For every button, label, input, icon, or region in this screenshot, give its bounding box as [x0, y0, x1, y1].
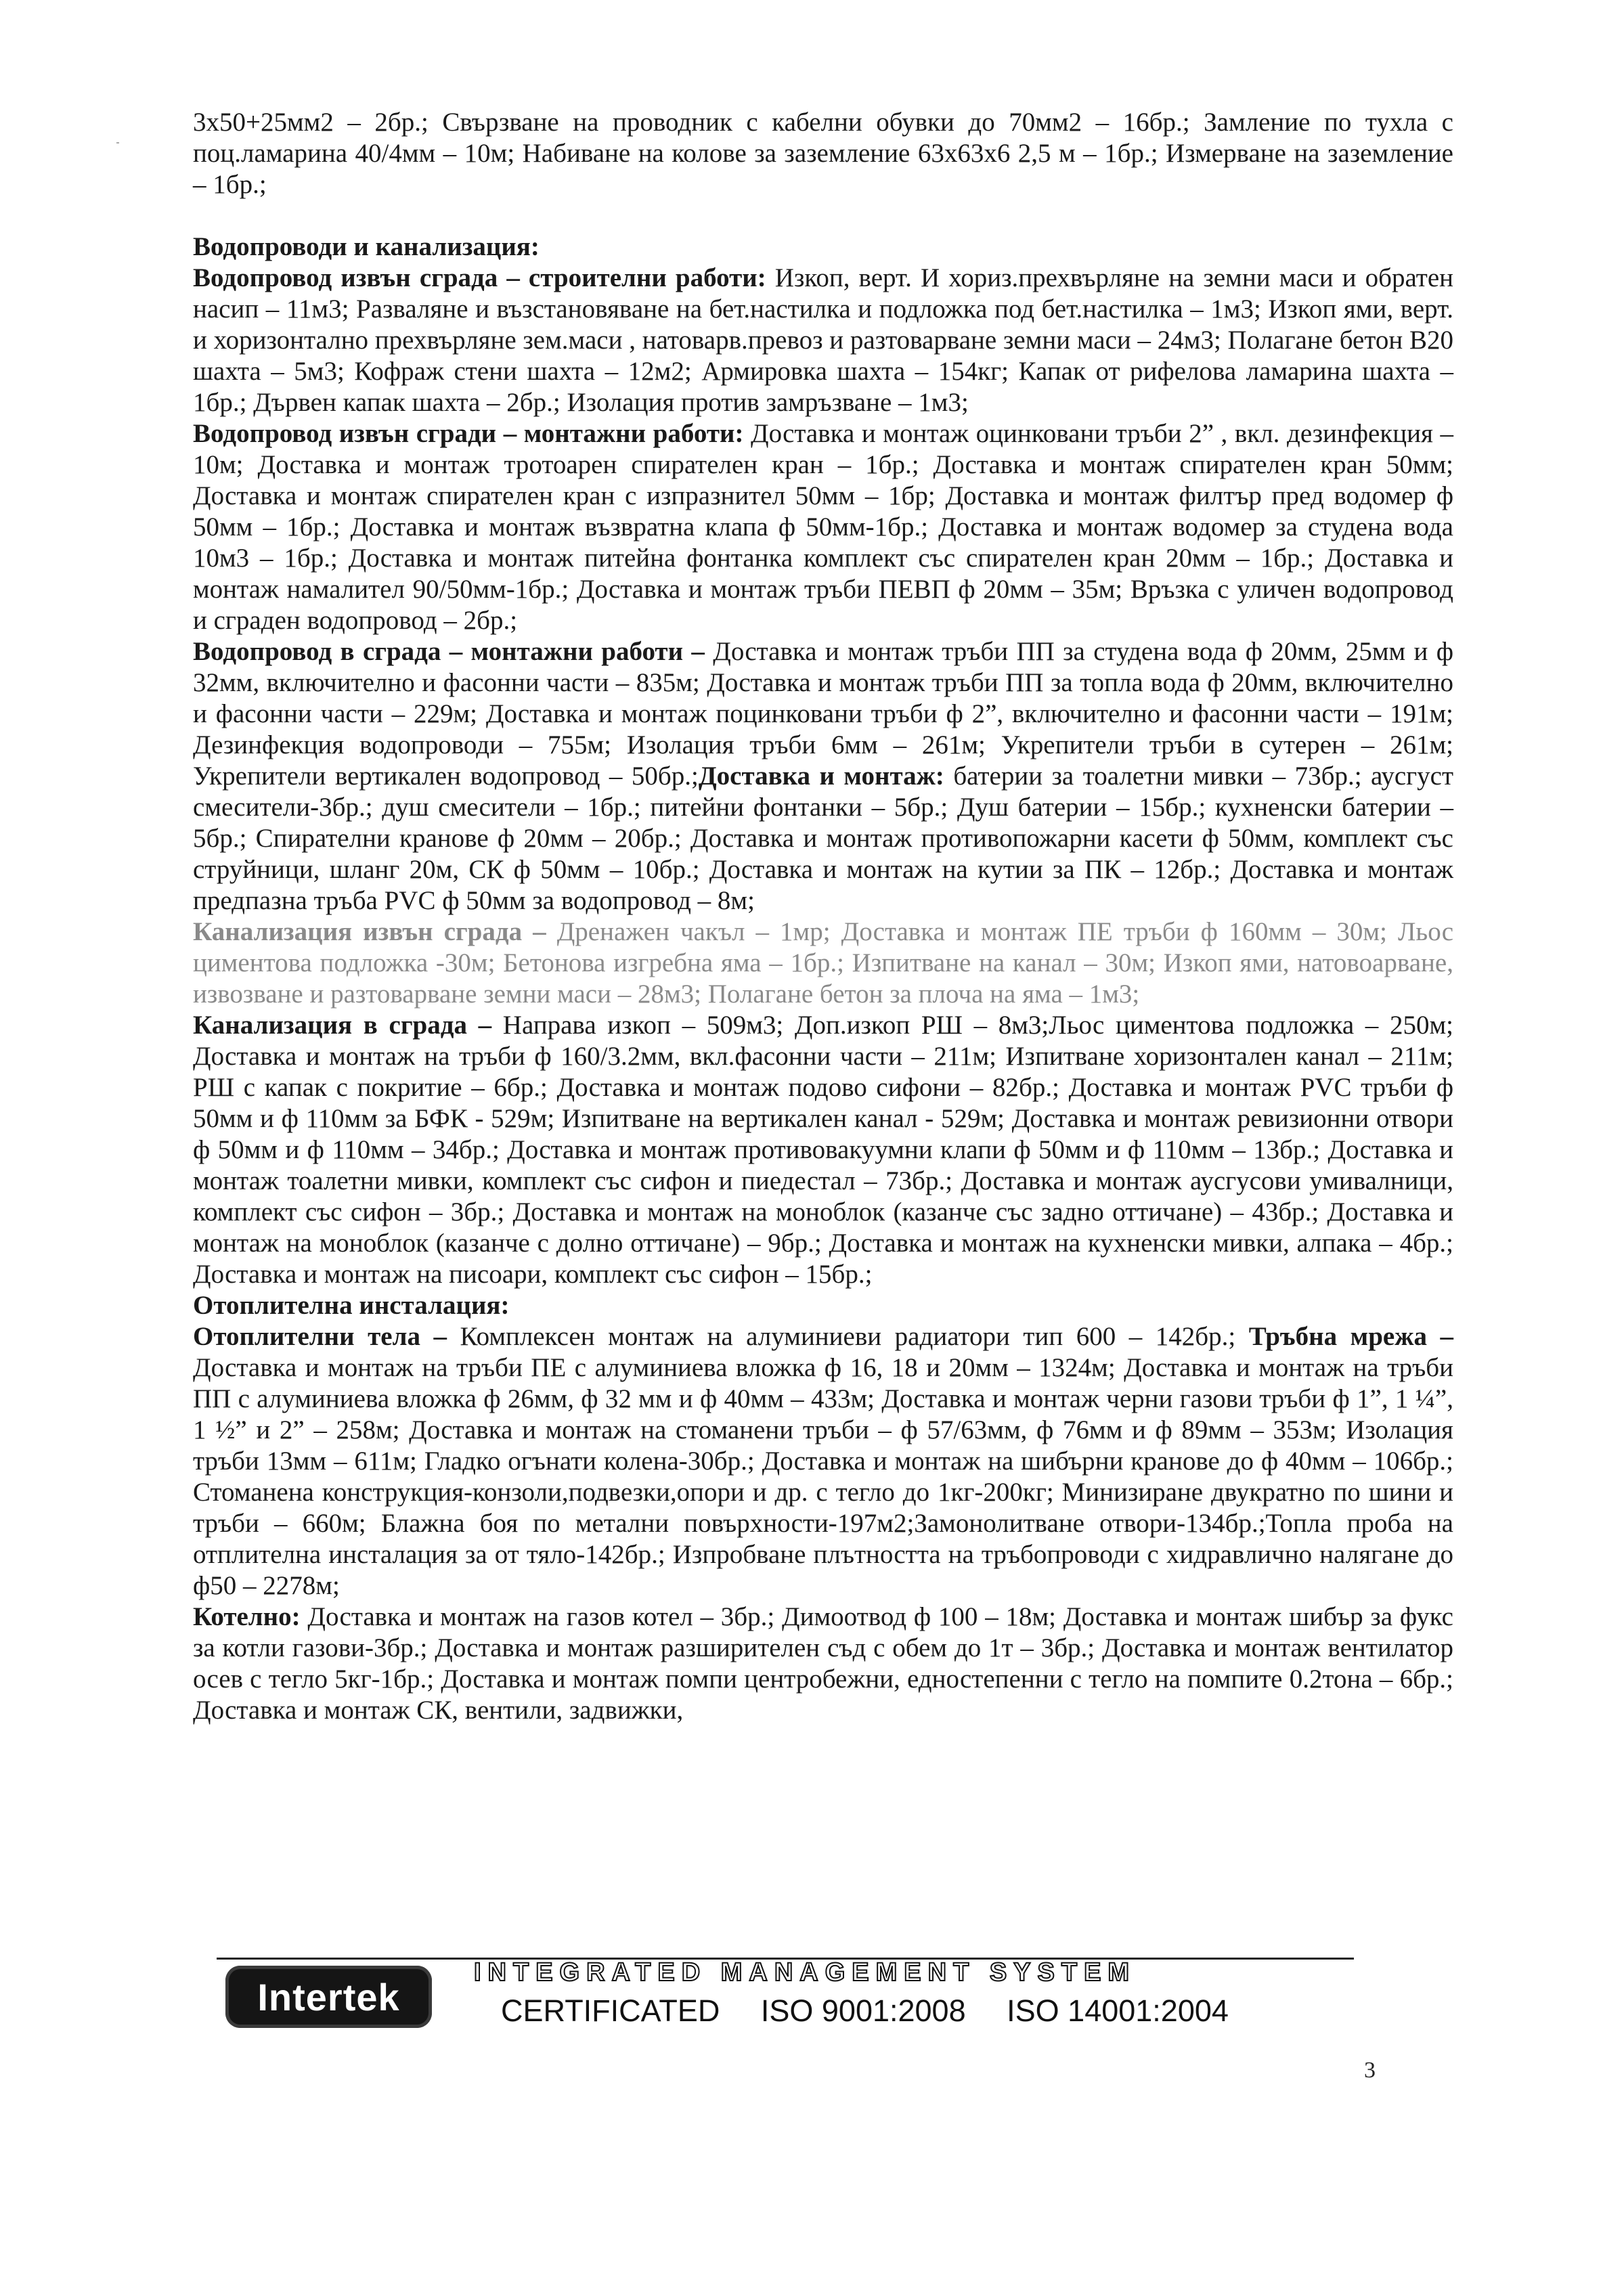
- paragraph-text: Направа изкоп – 509м3; Доп.изкоп РШ – 8м3;Льос циментова подложка – 250м; Доставка и монтаж на тръби ф 160/3.2мм, вкл.фасонни части – 211м; Изпитване хоризонтален канал – 211м; РШ с капак с покритие – 6бр.; Доставка и монтаж подово сифони – 82бр.; Доставка и монтаж PVC тръби ф 50мм и ф 110мм за БФК - 529м; Изпитване на вертикален канал - 529м; Доставка и монтаж ревизионни отвори ф 50мм и ф 110мм – 34бр.; Доставка и монтаж противовакуумни клапи ф 50мм и ф 110мм – 13бр.; Доставка и монтаж тоалетни мивки, комплект със сифон и пиедестал – 73бр.; Доставка и монтаж аусгусови умивалници, комплект със сифон – 3бр.; Доставка и монтаж на моноблок (казанче със задно оттичане) – 43бр.; Доставка и монтаж на моноблок (казанче с долно оттичане) – 9бр.; Доставка и монтаж на кухненски мивки, алпака – 4бр.; Доставка и монтаж на писоари, комплект със сифон – 15бр.;: [193, 1011, 1453, 1289]
- paragraph-text: Дренажен чакъл – 1мр; Доставка и монтаж ПЕ тръби ф 160мм – 30м; Льос циментова подложка -30м; Бетонова изгребна яма – 1бр.; Изпитване на канал – 30м; Изкоп ями, натовоарване, извозване и разтоварване земни маси – 28м3; Полагане бетон за плоча на яма – 1м3;: [193, 917, 1454, 1009]
- certification-line: [501, 1993, 1381, 2029]
- section-heading: Тръбна мрежа –: [1248, 1322, 1454, 1351]
- ims-banner: INTEGRATED MANAGEMENT SYSTEM: [474, 1958, 1137, 1987]
- section-heading: Отоплителна инсталация:: [193, 1291, 510, 1320]
- paragraph-text: Изкоп, верт. И хориз.прехвърляне на земни маси и обратен насип – 11м3; Разваляне и възстановяване на бет.настилка и подложка под бет.настилка – 1м3; Изкоп ями, верт. и хоризонтално прехвърляне зем.маси , натоварв.превоз и разтоварване земни маси – 24м3; Полагане бетон В20 шахта – 5м3; Кофраж стени шахта – 12м2; Армировка шахта – 154кг; Капак от рифелова ламарина шахта – 1бр.; Дървен капак шахта – 2бр.; Изолация против замръзване – 1м3;: [193, 263, 1454, 417]
- section-heading: Канализация в сграда –: [193, 1011, 492, 1040]
- paragraph-text: 3х50+25мм2 – 2бр.; Свързване на проводник с кабелни обувки до 70мм2 – 16бр.; Замление по тухла с поц.ламарина 40/4мм – 10м; Набиване на колове за заземление 63х63х6 2,5 м – 1бр.; Измерване на заземление – 1бр.;: [193, 108, 1453, 199]
- section-heading: Водопровод извън сгради – монтажни работи:: [193, 419, 744, 448]
- page-number: 3: [1364, 2058, 1376, 2083]
- paragraph-text: Комплексен монтаж на алуминиеви радиатори тип 600 – 142бр.;: [446, 1322, 1249, 1351]
- document-body: [193, 107, 1453, 1726]
- paragraph-gap: [193, 200, 1453, 231]
- paragraph: [193, 1321, 1453, 1602]
- section-heading: Доставка и монтаж:: [698, 761, 944, 791]
- intertek-logo: [225, 1966, 432, 2028]
- paragraph-text: Доставка и монтаж на газов котел – 3бр.; Димоотвод ф 100 – 18м; Доставка и монтаж шибър за фукс за котли газови-3бр.; Доставка и монтаж разширителен съд с обем до 1т – 3бр.; Доставка и монтаж вентилатор осев с тегло 5кг-1бр.; Доставка и монтаж помпи центробежни, едностепенни с тегло на помпите 0.2тона – 6бр.; Доставка и монтаж СК, вентили, задвижки,: [193, 1602, 1453, 1725]
- certified-label: CERTIFICATED: [501, 1993, 720, 2028]
- iso-14001-label: ISO 14001:2004: [1007, 1993, 1229, 2028]
- paragraph: [193, 1010, 1453, 1290]
- paragraph: [193, 1290, 1453, 1321]
- paragraph: [193, 636, 1453, 917]
- scan-speck: [116, 142, 119, 144]
- intertek-logo-text: Intertek: [257, 1975, 400, 2018]
- paragraph: [193, 107, 1453, 200]
- paragraph: [193, 231, 1453, 263]
- paragraph: [193, 263, 1453, 418]
- paragraph-text: Доставка и монтаж на тръби ПЕ с алуминиева вложка ф 16, 18 и 20мм – 1324м; Доставка и монтаж на тръби ПП с алуминиева вложка ф 26мм, ф 32 мм и ф 40мм – 433м; Доставка и монтаж черни газови тръби ф 1”, 1 ¼”, 1 ½” и 2” – 258м; Доставка и монтаж на стоманени тръби – ф 57/63мм, ф 76мм и ф 89мм – 353м; Изолация тръби 13мм – 611м; Гладко огънати колена-30бр.; Доставка и монтаж на шибърни кранове до ф 40мм – 106бр.; Стоманена конструкция-конзоли,подвезки,опори и др. с тегло до 1кг-200кг; Минизиране двукратно по шини и тръби – 660м; Блажна боя по метални повърхности-197м2;Замонолитване отвори-134бр.;Топла проба на отплителна инсталация за от тяло-142бр.; Изпробване плътността на тръбопроводи с хидравлично налягане до ф50 – 2278м;: [193, 1353, 1453, 1600]
- section-heading: Водопровод в сграда – монтажни работи –: [193, 637, 705, 666]
- section-heading: Водопровод извън сграда – строителни работи:: [193, 263, 766, 292]
- section-heading: Котелно:: [193, 1602, 301, 1631]
- paragraph: [193, 418, 1453, 636]
- paragraph: [193, 1602, 1453, 1726]
- paragraph-text: Доставка и монтаж тръби ПП за студена вода ф 20мм, 25мм и ф 32мм, включително и фасонни части – 835м; Доставка и монтаж тръби ПП за топла вода ф 20мм, включително и фасонни части – 229м; Доставка и монтаж поцинковани тръби ф 2”, включително и фасонни части – 191м; Дезинфекция водопроводи – 755м; Изолация тръби 6мм – 261м; Укрепители тръби в сутерен – 261м; Укрепители вертикален водопровод – 50бр.;: [193, 637, 1454, 791]
- iso-9001-label: ISO 9001:2008: [760, 1993, 966, 2028]
- paragraph: [193, 917, 1453, 1010]
- section-heading: Канализация извън сграда –: [193, 917, 546, 946]
- section-heading: Отоплителни тела –: [193, 1322, 447, 1351]
- paragraph-text: батерии за тоалетни мивки – 73бр.; аусгуст смесители-3бр.; душ смесители – 1бр.; питейни фонтанки – 5бр.; Душ батерии – 15бр.; кухненски батерии – 5бр.; Спирателни кранове ф 20мм – 20бр.; Доставка и монтаж противопожарни касети ф 50мм, комплект със струйници, шланг 20м, СК ф 50мм – 10бр.; Доставка и монтаж на кутии за ПК – 12бр.; Доставка и монтаж предпазна тръба PVC ф 50мм за водопровод – 8м;: [193, 761, 1453, 915]
- section-heading: Водопроводи и канализация:: [193, 232, 540, 261]
- paragraph-text: Доставка и монтаж оцинковани тръби 2” , вкл. дезинфекция – 10м; Доставка и монтаж тротоарен спирателен кран – 1бр.; Доставка и монтаж спирателен кран 50мм; Доставка и монтаж спирателен кран с изпразнител 50мм – 1бр; Доставка и монтаж филтър пред водомер ф 50мм – 1бр.; Доставка и монтаж възвратна клапа ф 50мм-1бр.; Доставка и монтаж водомер за студена вода 10м3 – 1бр.; Доставка и монтаж питейна фонтанка комплект със спирателен кран 20мм – 1бр.; Доставка и монтаж намалител 90/50мм-1бр.; Доставка и монтаж тръби ПЕВП ф 20мм – 35м; Връзка с уличен водопровод и сграден водопровод – 2бр.;: [193, 419, 1454, 635]
